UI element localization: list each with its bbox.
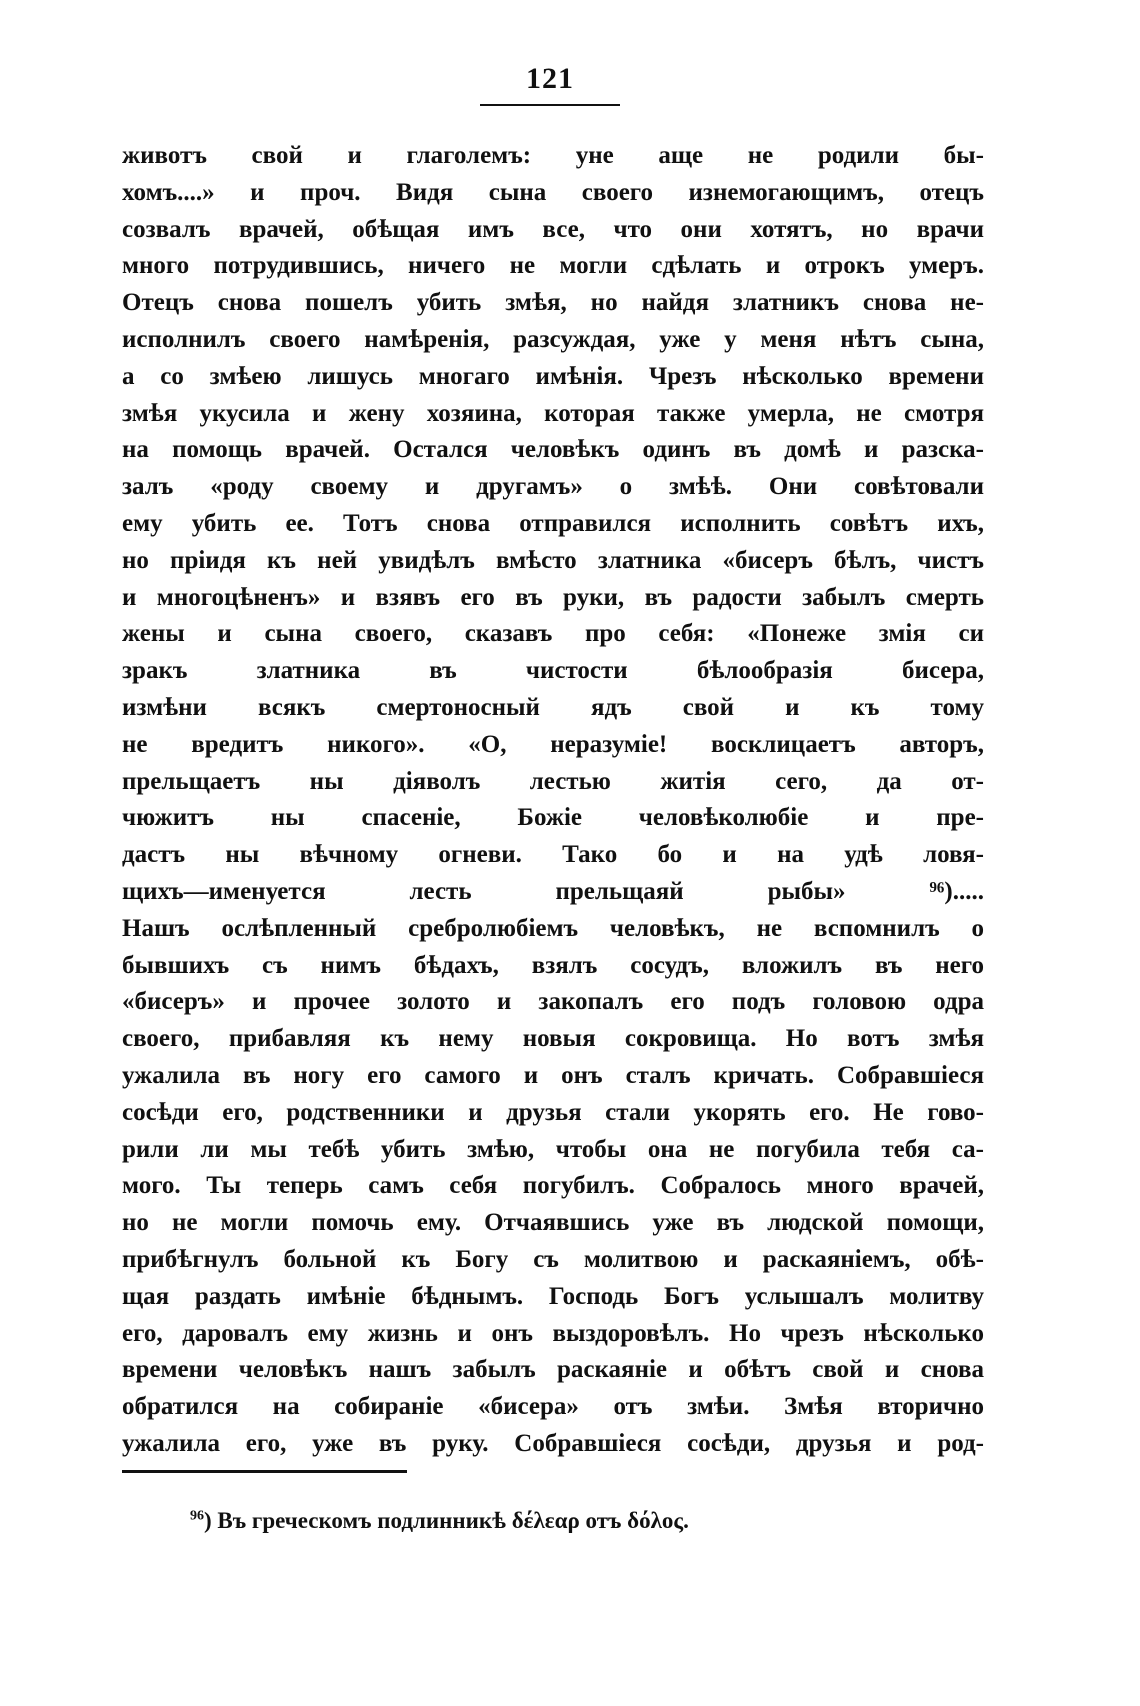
text-line: ему убить ее. Тотъ снова отправился исполнить совѣтъ ихъ, [122,509,984,537]
text-line: жены и сына своего, сказавъ про себя: «Понеже змія си [122,620,984,648]
page-number: 121 [526,62,574,95]
text-line: но пріидя къ ней увидѣлъ вмѣсто златника «бисеръ бѣлъ, чистъ [122,546,984,574]
text-line: залъ «роду своему и другамъ» о змѣѣ. Они совѣтовали [122,473,984,501]
text-line: много потрудившись, ничего не могли сдѣлать и отрокъ умеръ. [122,252,984,280]
text-line: и многоцѣненъ» и взявъ его въ руки, въ радости забылъ смерть [122,583,984,611]
text-line: сосѣди его, родственники и друзья стали укорять его. Не гово- [122,1098,984,1126]
text-line: но не могли помочь ему. Отчаявшись уже въ людской помощи, [122,1209,984,1237]
text-line: щихъ—именуется лесть прельщаяй рыбы» ⁹⁶)..... [122,877,984,905]
footnote-text: ) Въ греческомъ подлинникѣ δέλεαρ отъ δόλος. [204,1508,689,1533]
footnote-marker: 96 [190,1508,204,1524]
text-line: мого. Ты теперь самъ себя погубилъ. Собралось много врачей, [122,1172,984,1200]
text-line: животъ свой и глаголемъ: уне аще не родили бы- [122,142,984,169]
text-line: прельщаетъ ны діяволъ лестью житія сего, да от- [122,767,984,795]
text-line: дастъ ны вѣчному огневи. Тако бо и на удѣ ловя- [122,841,984,869]
body-text [122,138,984,1463]
text-line: хомъ....» и проч. Видя сына своего изнемогающимъ, отецъ [122,178,984,206]
text-line: не вредитъ никого». «О, неразуміе! восклицаетъ авторъ, [122,730,984,758]
text-line: его, даровалъ ему жизнь и онъ выздоровѣлъ. Но чрезъ нѣсколько [122,1319,984,1347]
text-line: «бисеръ» и прочее золото и закопалъ его подъ головою одра [122,988,984,1016]
text-line: рили ли мы тебѣ убить змѣю, чтобы она не погубила тебя са- [122,1135,984,1163]
footnote [190,1508,970,1534]
text-line: своего, прибавляя къ нему новыя сокровища. Но вотъ змѣя [122,1025,984,1053]
text-line: ужалила въ ногу его самого и онъ сталъ кричать. Собравшіеся [122,1061,984,1089]
text-line: прибѣгнулъ больной къ Богу съ молитвою и раскаяніемъ, обѣ- [122,1245,984,1273]
text-line: щая раздать имѣніе бѣднымъ. Господь Богъ услышалъ молитву [122,1282,984,1310]
text-line: чюжитъ ны спасеніе, Божіе человѣколюбіе и пре- [122,804,984,832]
text-line: ужалила его, уже въ руку. Собравшіеся сосѣди, друзья и род- [122,1429,984,1457]
text-line: змѣя укусила и жену хозяина, которая также умерла, не смотря [122,399,984,427]
text-line: созвалъ врачей, обѣщая имъ все, что они хотятъ, но врачи [122,215,984,243]
text-line: обратился на собираніе «бисера» отъ змѣи. Змѣя вторично [122,1393,984,1421]
text-line: зракъ златника въ чистости бѣлообразія бисера, [122,657,984,685]
text-line: а со змѣею лишусь многаго имѣнія. Чрезъ нѣсколько времени [122,362,984,390]
text-line: бывшихъ съ нимъ бѣдахъ, взялъ сосудъ, вложилъ въ него [122,951,984,979]
footnote-rule [122,1470,407,1473]
text-line: на помощь врачей. Остался человѣкъ одинъ въ домѣ и разска- [122,436,984,464]
text-line: времени человѣкъ нашъ забылъ раскаяніе и обѣтъ свой и снова [122,1356,984,1384]
text-line: измѣни всякъ смертоносный ядъ свой и къ тому [122,693,984,721]
text-line: Отецъ снова пошелъ убить змѣя, но найдя златникъ снова не- [122,289,984,317]
text-line: исполнилъ своего намѣренія, разсуждая, уже у меня нѣтъ сына, [122,325,984,353]
text-line: Нашъ ослѣпленный сребролюбіемъ человѣкъ, не вспомнилъ о [122,914,984,942]
page-number-rule [480,104,620,106]
